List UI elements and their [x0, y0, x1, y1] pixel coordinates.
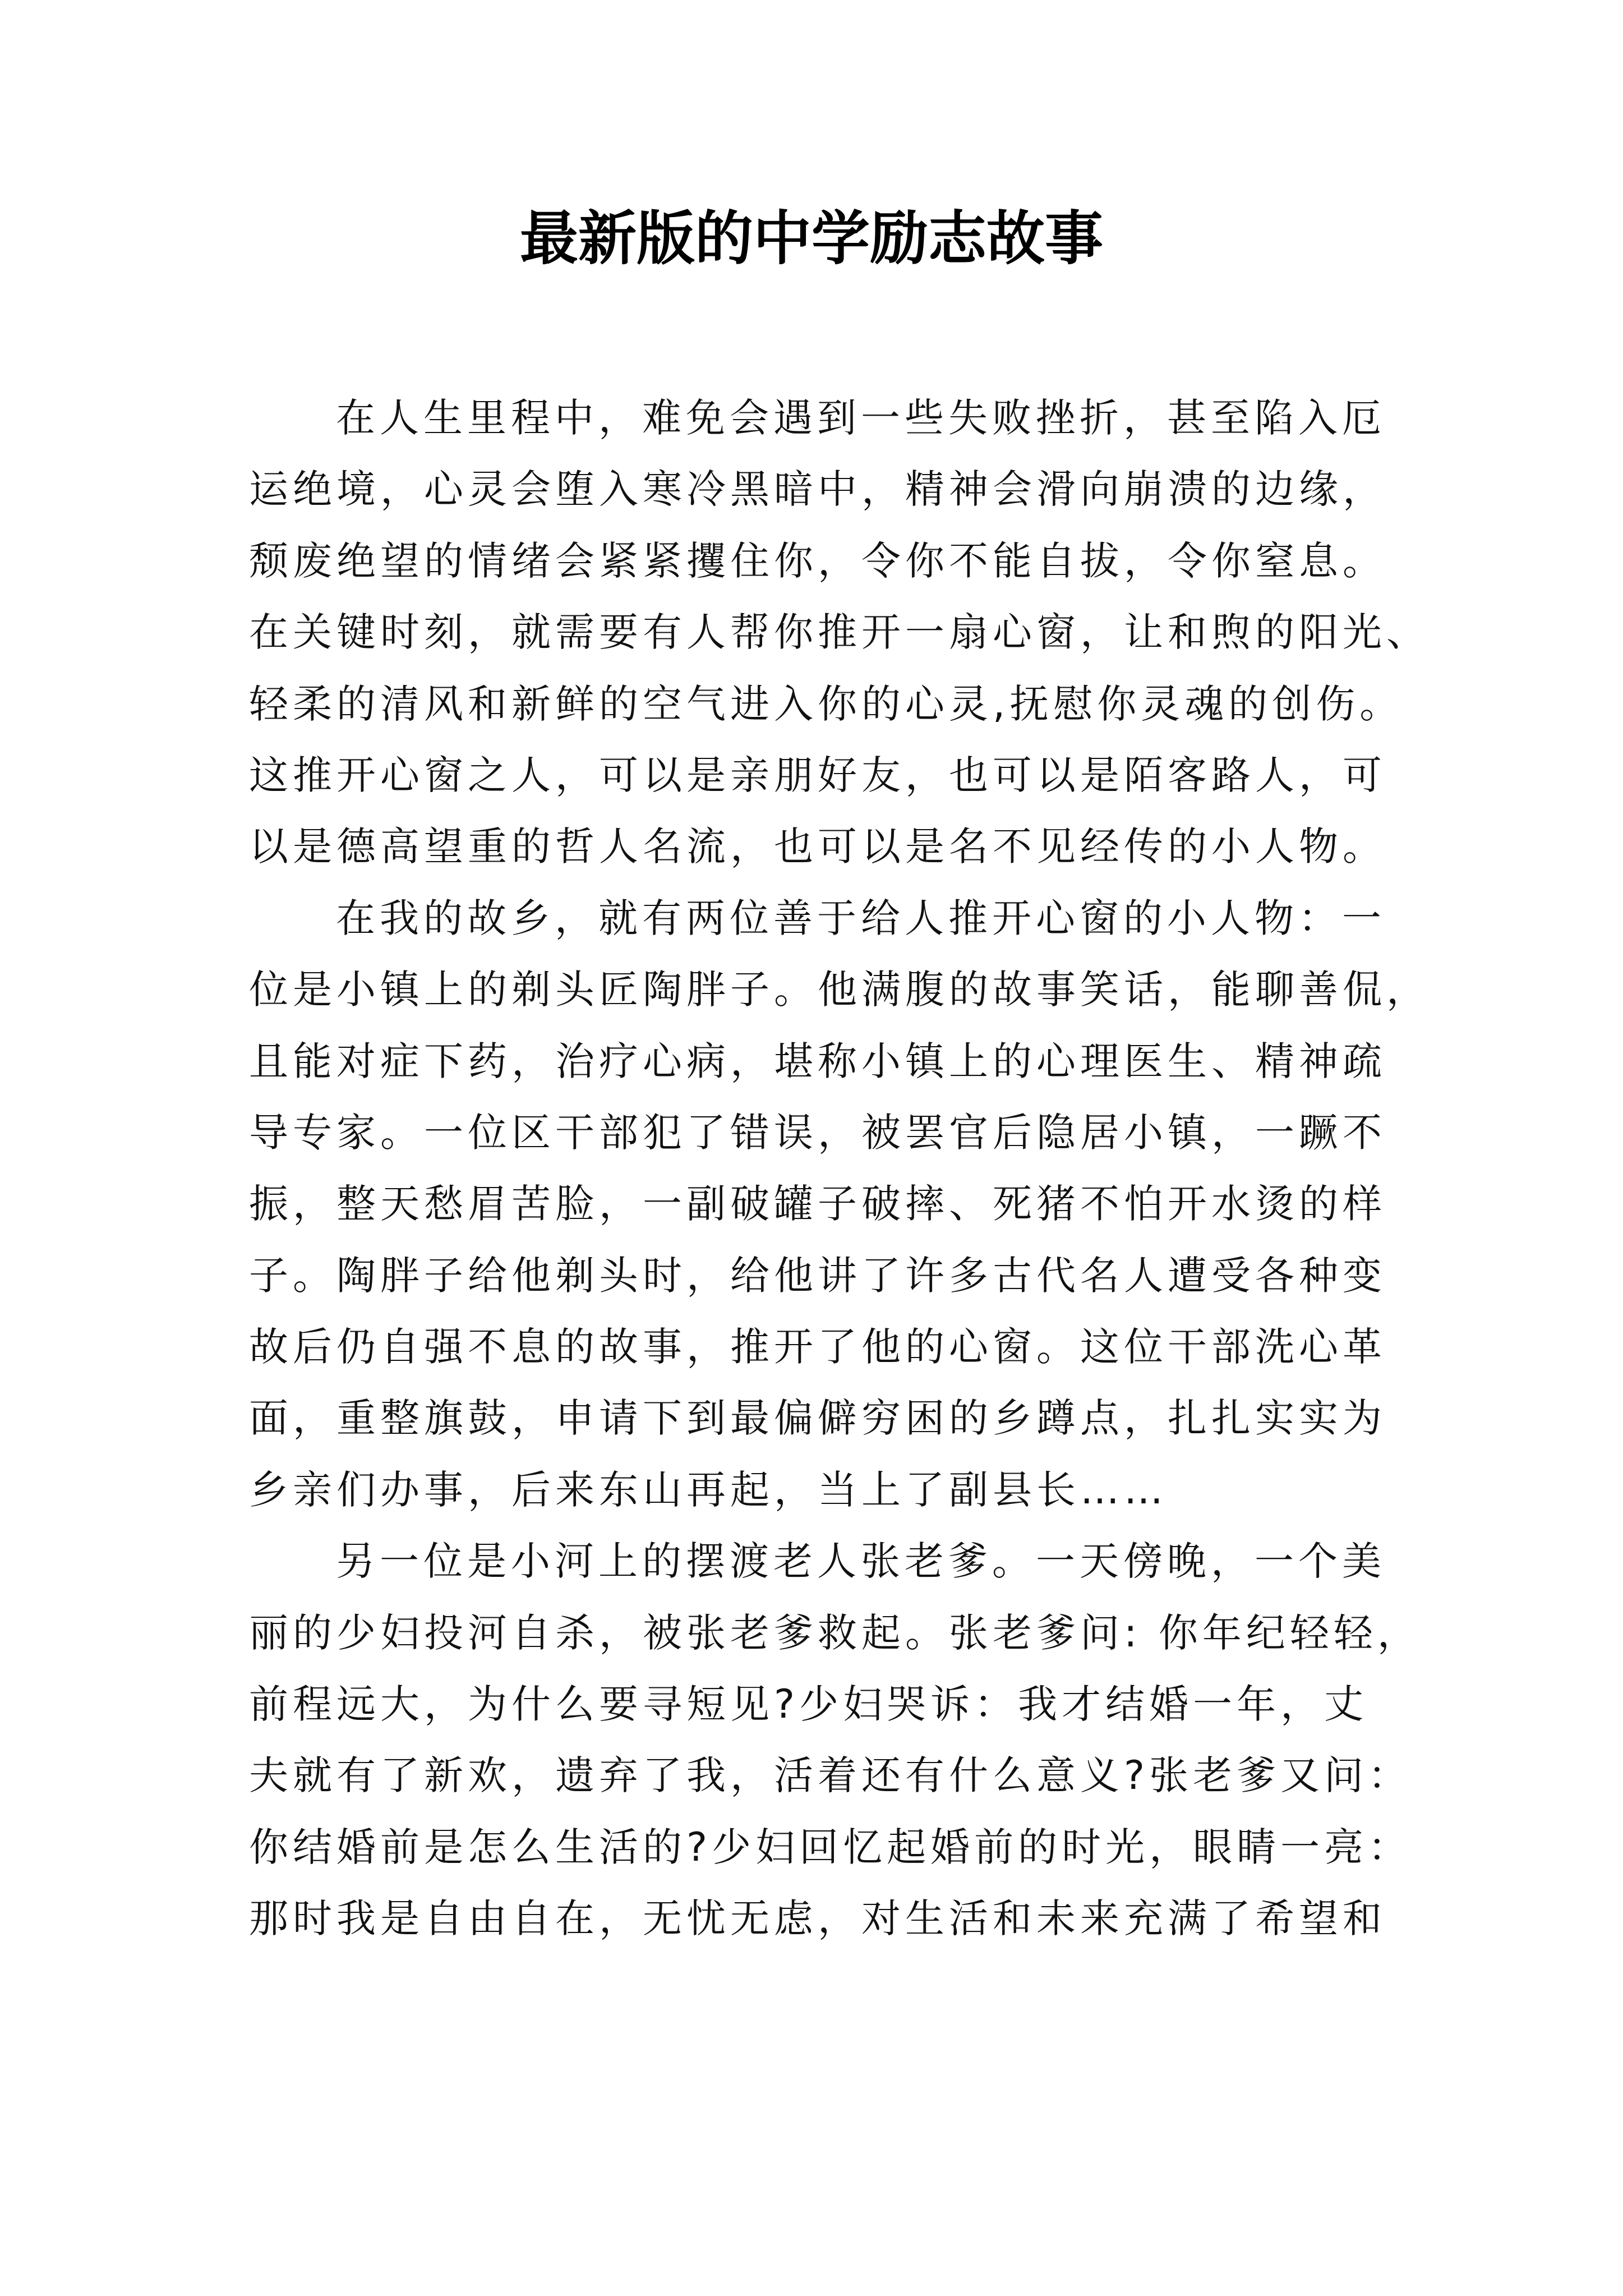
- paragraph-1-line-4: 在关键时刻，就需要有人帮你推开一扇心窗，让和煦的阳光、: [249, 609, 1430, 656]
- paragraph-2-line-4: 导专家。一位区干部犯了错误，被罢官后隐居小镇，一蹶不: [249, 1109, 1386, 1156]
- paragraph-3-line-6: 那时我是自由自在，无忧无虑，对生活和未来充满了希望和: [249, 1895, 1386, 1942]
- paragraph-1-line-1: 在人生里程中，难免会遇到一些失败挫折，甚至陷入厄: [336, 395, 1386, 441]
- paragraph-2-line-3: 且能对症下药，治疗心病，堪称小镇上的心理医生、精神疏: [249, 1038, 1386, 1084]
- paragraph-2-line-1: 在我的故乡，就有两位善于给人推开心窗的小人物：一: [336, 895, 1386, 941]
- paragraph-1-line-2: 运绝境，心灵会堕入寒冷黑暗中，精神会滑向崩溃的边缘，: [249, 466, 1386, 513]
- paragraph-1-line-5: 轻柔的清风和新鲜的空气进入你的心灵,抚慰你灵魂的创伤。: [249, 680, 1404, 727]
- paragraph-2-line-2: 位是小镇上的剃头匠陶胖子。他满腹的故事笑话，能聊善侃，: [249, 967, 1430, 1013]
- paragraph-2-line-7: 故后仍自强不息的故事，推开了他的心窗。这位干部洗心革: [249, 1324, 1386, 1370]
- document-body: [249, 383, 1430, 1955]
- document-title: 最新版的中学励志故事: [519, 204, 1103, 273]
- paragraph-1-line-6: 这推开心窗之人，可以是亲朋好友，也可以是陌客路人，可: [249, 752, 1386, 798]
- paragraph-2-line-6: 子。陶胖子给他剃头时，给他讲了许多古代名人遭受各种变: [249, 1252, 1386, 1299]
- paragraph-3-line-1: 另一位是小河上的摆渡老人张老爹。一天傍晚，一个美: [336, 1538, 1386, 1585]
- paragraph-3-line-2: 丽的少妇投河自杀，被张老爹救起。张老爹问: 你年纪轻轻，: [249, 1609, 1421, 1656]
- paragraph-3-line-5: 你结婚前是怎么生活的?少妇回忆起婚前的时光，眼睛一亮：: [249, 1824, 1412, 1870]
- paragraph-2-line-9: 乡亲们办事，后来东山再起，当上了副县长……: [249, 1466, 1168, 1513]
- paragraph-1-line-7: 以是德高望重的哲人名流，也可以是名不见经传的小人物。: [249, 823, 1386, 870]
- paragraph-1-line-3: 颓废绝望的情绪会紧紧攫住你，令你不能自拔，令你窒息。: [249, 537, 1386, 584]
- paragraph-3-line-4: 夫就有了新欢，遗弃了我，活着还有什么意义?张老爹又问：: [249, 1752, 1412, 1799]
- paragraph-2-line-8: 面，重整旗鼓，申请下到最偏僻穷困的乡蹲点，扎扎实实为: [249, 1395, 1386, 1442]
- paragraph-3-line-3: 前程远大，为什么要寻短见?少妇哭诉：我才结婚一年，丈: [249, 1681, 1368, 1728]
- paragraph-2-line-5: 振，整天愁眉苦脸，一副破罐子破摔、死猪不怕开水烫的样: [249, 1181, 1386, 1227]
